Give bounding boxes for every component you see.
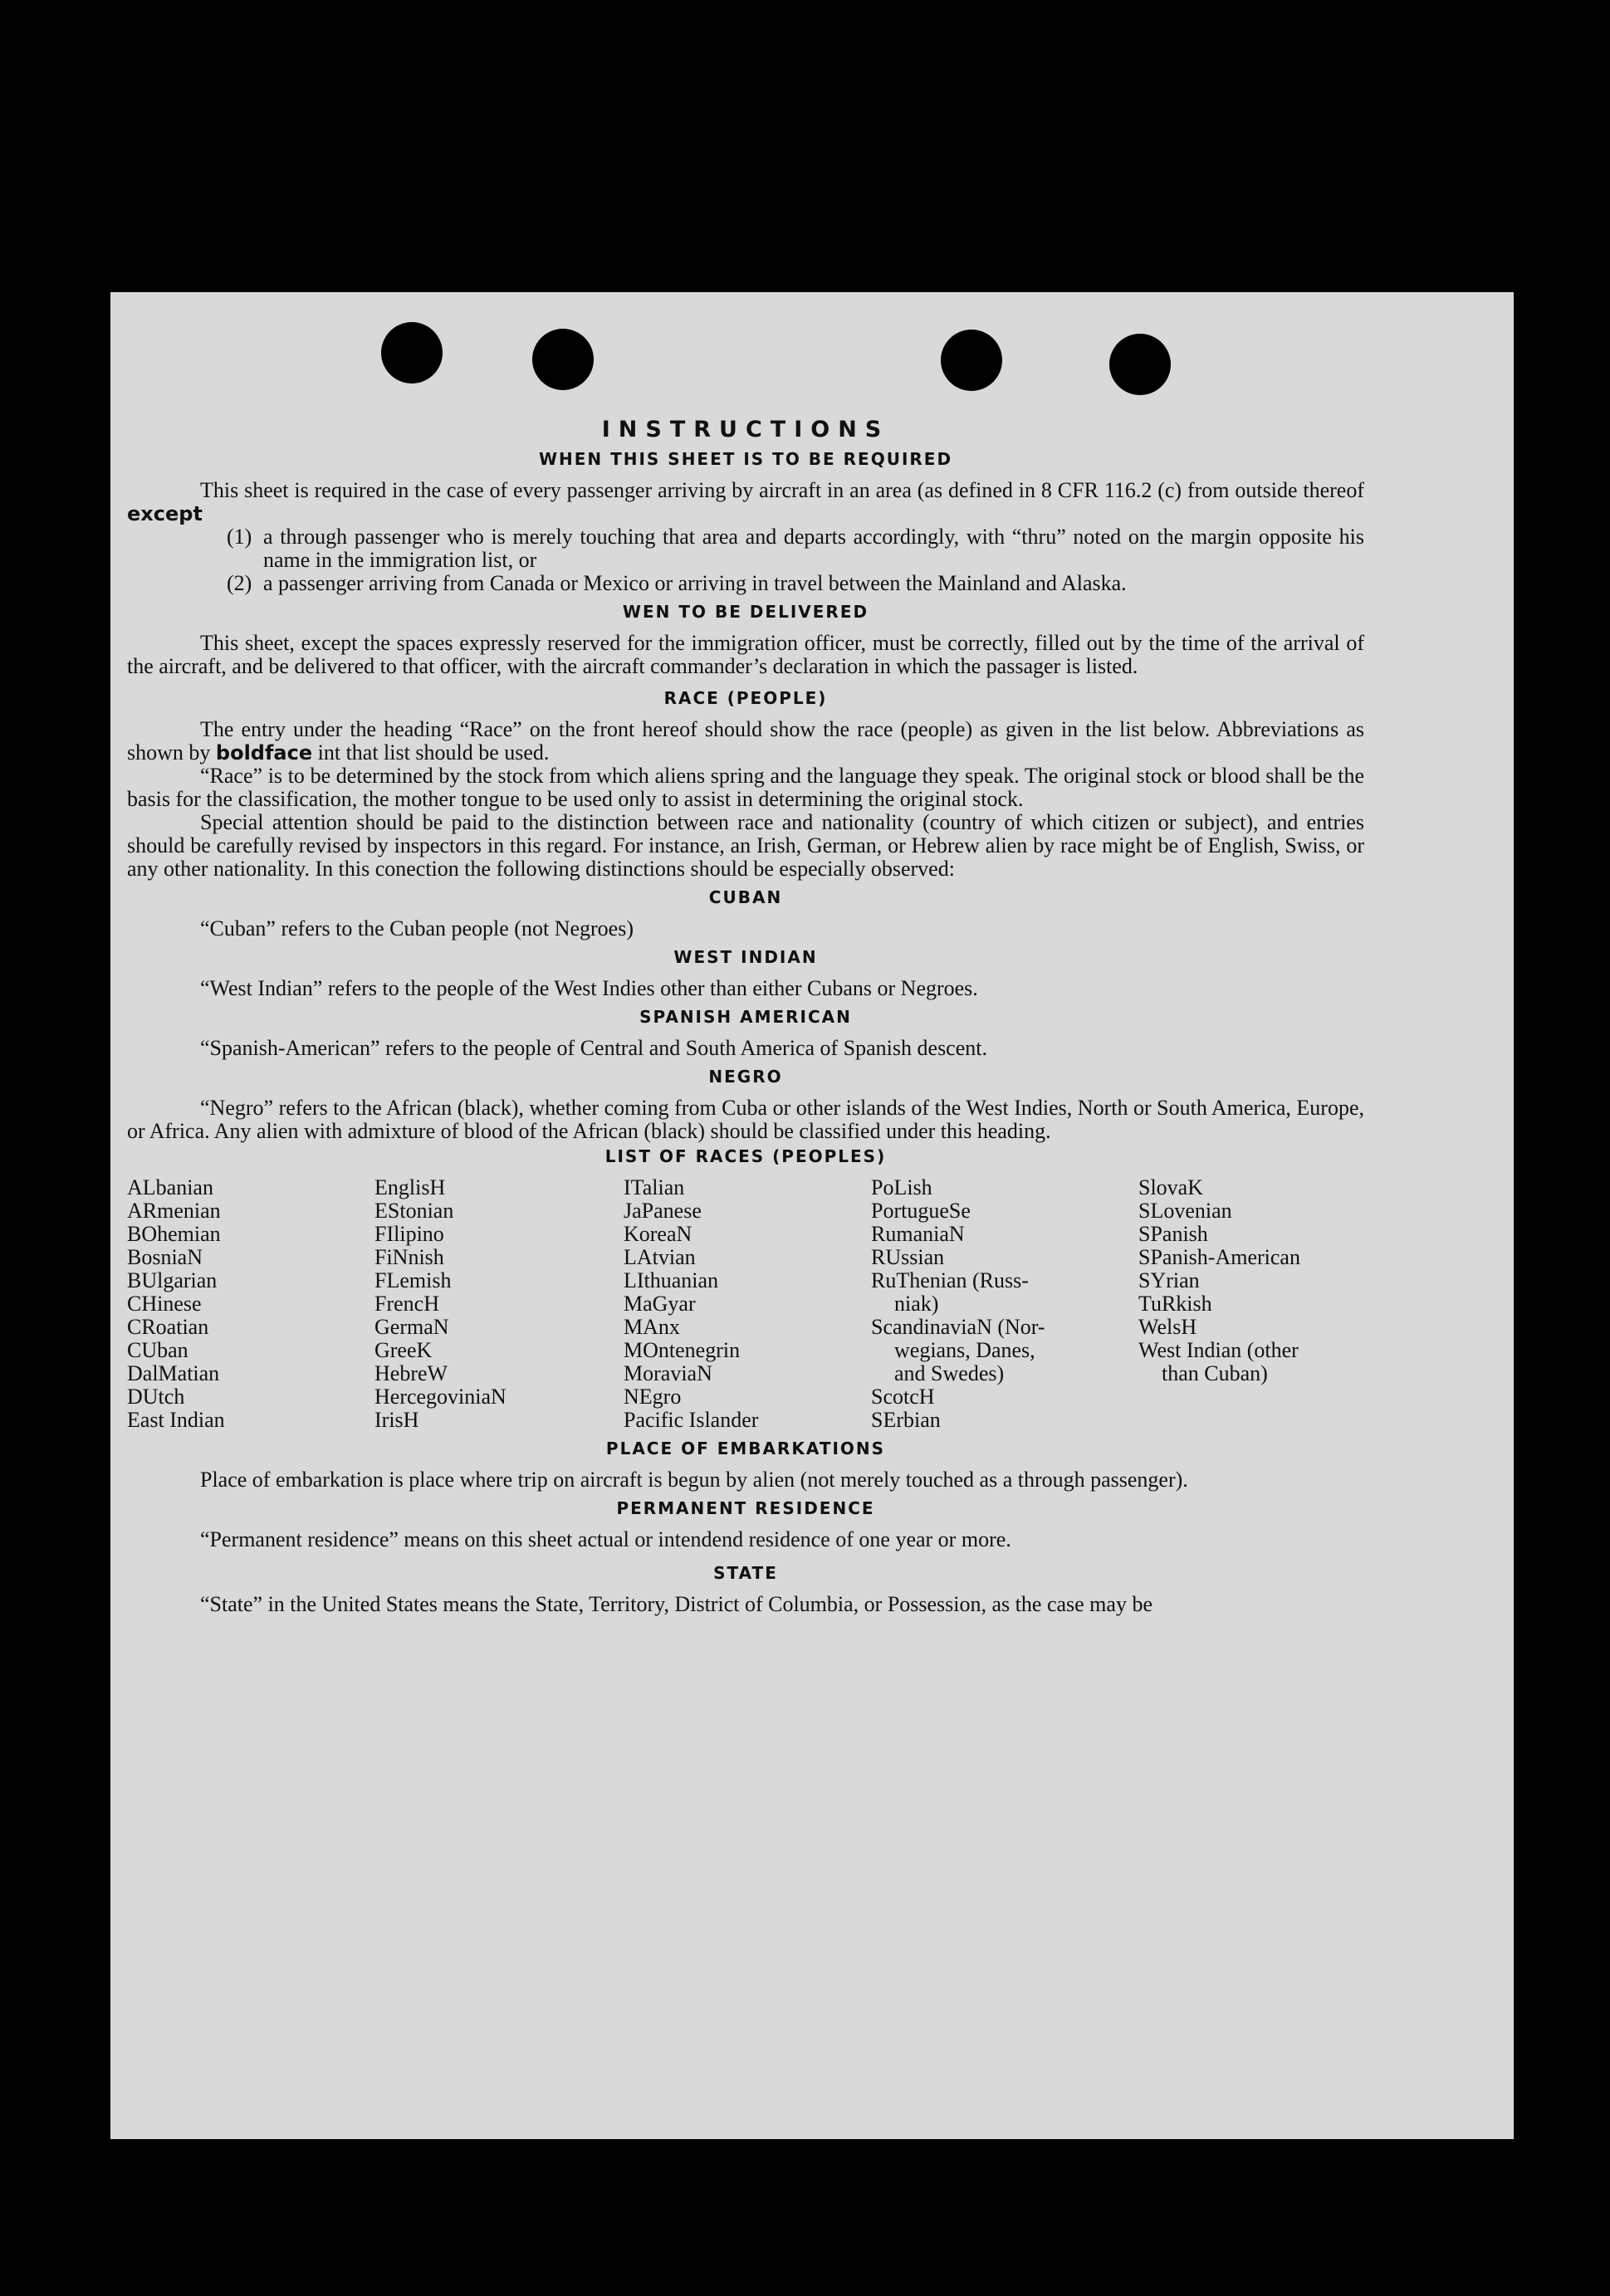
section-heading-race: RACE (PEOPLE) xyxy=(663,688,828,708)
section-heading-delivered: WEN TO BE DELIVERED xyxy=(622,602,869,622)
cuban-text: “Cuban” refers to the Cuban people (not Negroes) xyxy=(200,916,634,940)
race-item: LAtvian xyxy=(624,1245,696,1269)
race-item: EnglisH xyxy=(374,1175,446,1199)
race-item: GreeK xyxy=(374,1338,433,1362)
races-column xyxy=(871,1176,1138,1432)
section-heading-state: STATE xyxy=(713,1563,778,1583)
section-heading-west-indian: WEST INDIAN xyxy=(673,947,818,967)
race-item: KoreaN xyxy=(624,1222,692,1246)
negro-text: “Negro” refers to the African (black), whether coming from Cuba or other islands of the West Indies, North or South America, Europe, or Africa. Any alien with admixture of blood of the African (black) should be classified under this heading. xyxy=(127,1096,1364,1143)
race-paragraph-3: Special attention should be paid to the distinction between race and nationality (country of which citizen or subject), and entries should be carefully revised by inspectors in this regard. For instance, an Irish, German, or Hebrew alien by race might be of English, Swiss, or any other nationality. In this conection the following distinctions should be especially observed: xyxy=(127,810,1364,881)
race-item: MAnx xyxy=(624,1315,680,1339)
punch-hole xyxy=(381,322,443,383)
race-item: West Indian (other xyxy=(1138,1338,1299,1362)
race-item: FLemish xyxy=(374,1268,452,1292)
punch-hole xyxy=(532,329,594,390)
exception-number: (1) xyxy=(227,525,252,549)
race-item: NEgro xyxy=(624,1385,682,1409)
punch-hole xyxy=(941,330,1002,391)
race-item: BOhemian xyxy=(127,1222,221,1246)
race-item: CHinese xyxy=(127,1292,202,1316)
race-item: RuThenian (Russ- xyxy=(871,1268,1029,1292)
races-list xyxy=(127,1176,1364,1432)
exception-number: (2) xyxy=(227,571,252,595)
race-item: East Indian xyxy=(127,1408,225,1432)
race-item: WelsH xyxy=(1138,1315,1197,1339)
races-column xyxy=(624,1176,871,1432)
race-item: BUlgarian xyxy=(127,1268,218,1292)
section-heading-required: WHEN THIS SHEET IS TO BE REQUIRED xyxy=(538,449,953,469)
delivered-text: This sheet, except the spaces expressly reserved for the immigration officer, must be correctly, filled out by the time of the arrival of the aircraft, and be delivered to that officer, with the aircraft commander’s declaration in which the passager is listed. xyxy=(127,631,1364,678)
race-item: FrencH xyxy=(374,1292,439,1316)
race-item: CUban xyxy=(127,1338,188,1362)
race-item: ARmenian xyxy=(127,1199,221,1223)
section-heading-spanish-american: SPANISH AMERICAN xyxy=(639,1007,852,1027)
race-item: SYrian xyxy=(1138,1268,1200,1292)
section-heading-negro: NEGRO xyxy=(708,1067,783,1087)
race-item-continued: than Cuban) xyxy=(1162,1361,1268,1385)
exception-item xyxy=(227,572,1364,595)
race-item-continued: wegians, Danes, xyxy=(894,1338,1035,1362)
race-item: CRoatian xyxy=(127,1315,209,1339)
race-item-continued: and Swedes) xyxy=(894,1361,1005,1385)
race-paragraph-2: “Race” is to be determined by the stock from which aliens spring and the language they speak. The original stock or blood shall be the basis for the classification, the mother tongue to be used only to assist in determining the original stock. xyxy=(127,764,1364,811)
races-column xyxy=(374,1176,624,1432)
page-title: INSTRUCTIONS xyxy=(601,417,890,442)
residence-text: “Permanent residence” means on this sheet actual or intendend residence of one year or more. xyxy=(200,1527,1011,1551)
required-intro xyxy=(127,479,1364,525)
race-item: SErbian xyxy=(871,1408,941,1432)
race-item: ALbanian xyxy=(127,1175,213,1199)
race-item: SPanish-American xyxy=(1138,1245,1300,1269)
race-p1-bold: boldface xyxy=(215,741,313,765)
required-intro-bold: except xyxy=(127,502,203,525)
race-item: Pacific Islander xyxy=(624,1408,759,1432)
punch-hole xyxy=(1109,334,1171,395)
race-item: SlovaK xyxy=(1138,1175,1203,1199)
document-sheet xyxy=(110,292,1514,2139)
race-item: ScotcH xyxy=(871,1385,935,1409)
race-paragraph-1 xyxy=(127,718,1364,765)
race-item: MaGyar xyxy=(624,1292,696,1316)
state-text: “State” in the United States means the State, Territory, District of Columbia, or Possession, as the case may be xyxy=(200,1592,1152,1616)
race-item: RUssian xyxy=(871,1245,945,1269)
race-p1-text: The entry under the heading “Race” on the front hereof should show the race (people) as given in the list below. Abbreviations as shown by xyxy=(127,717,1364,765)
race-item-continued: niak) xyxy=(894,1292,939,1316)
race-item: MoraviaN xyxy=(624,1361,712,1385)
required-intro-text: This sheet is required in the case of every passenger arriving by aircraft in an area (as defined in 8 CFR 116.2 (c) from outside thereof xyxy=(200,478,1364,502)
race-item: ITalian xyxy=(624,1175,685,1199)
race-p1-text-end: int that list should be used. xyxy=(317,740,550,765)
race-item: FIlipino xyxy=(374,1222,444,1246)
exception-text: a passenger arriving from Canada or Mexico or arriving in travel between the Mainland and Alaska. xyxy=(263,571,1127,595)
races-column xyxy=(127,1176,374,1432)
section-heading-embarkation: PLACE OF EMBARKATIONS xyxy=(605,1439,886,1458)
race-item: PoLish xyxy=(871,1175,932,1199)
race-item: TuRkish xyxy=(1138,1292,1212,1316)
race-item: HercegoviniaN xyxy=(374,1385,506,1409)
race-item: LIthuanian xyxy=(624,1268,719,1292)
embarkation-text: Place of embarkation is place where trip on aircraft is begun by alien (not merely touched as a through passenger). xyxy=(200,1468,1188,1492)
section-heading-cuban: CUBAN xyxy=(708,887,783,907)
west-indian-text: “West Indian” refers to the people of the West Indies other than either Cubans or Negroes. xyxy=(200,976,978,1000)
race-item: ScandinaviaN (Nor- xyxy=(871,1315,1045,1339)
section-heading-races: LIST OF RACES (PEOPLES) xyxy=(604,1146,887,1166)
race-item: IrisH xyxy=(374,1408,419,1432)
instructions-content xyxy=(127,417,1364,1616)
race-item: JaPanese xyxy=(624,1199,702,1223)
race-item: MOntenegrin xyxy=(624,1338,741,1362)
race-item: PortugueSe xyxy=(871,1199,971,1223)
exception-item xyxy=(227,525,1364,572)
race-item: SPanish xyxy=(1138,1222,1208,1246)
race-item: GermaN xyxy=(374,1315,449,1339)
race-item: RumaniaN xyxy=(871,1222,965,1246)
race-item: EStonian xyxy=(374,1199,454,1223)
race-item: BosniaN xyxy=(127,1245,203,1269)
races-column xyxy=(1138,1176,1354,1432)
race-item: HebreW xyxy=(374,1361,448,1385)
race-item: SLovenian xyxy=(1138,1199,1232,1223)
race-item: DUtch xyxy=(127,1385,185,1409)
race-item: DalMatian xyxy=(127,1361,220,1385)
exception-text: a through passenger who is merely touching that area and departs accordingly, with “thru” noted on the margin opposite his name in the immigration list, or xyxy=(263,525,1364,572)
race-item: FiNnish xyxy=(374,1245,444,1269)
section-heading-residence: PERMANENT RESIDENCE xyxy=(616,1498,875,1518)
spanish-american-text: “Spanish-American” refers to the people of Central and South America of Spanish descent. xyxy=(200,1036,987,1060)
